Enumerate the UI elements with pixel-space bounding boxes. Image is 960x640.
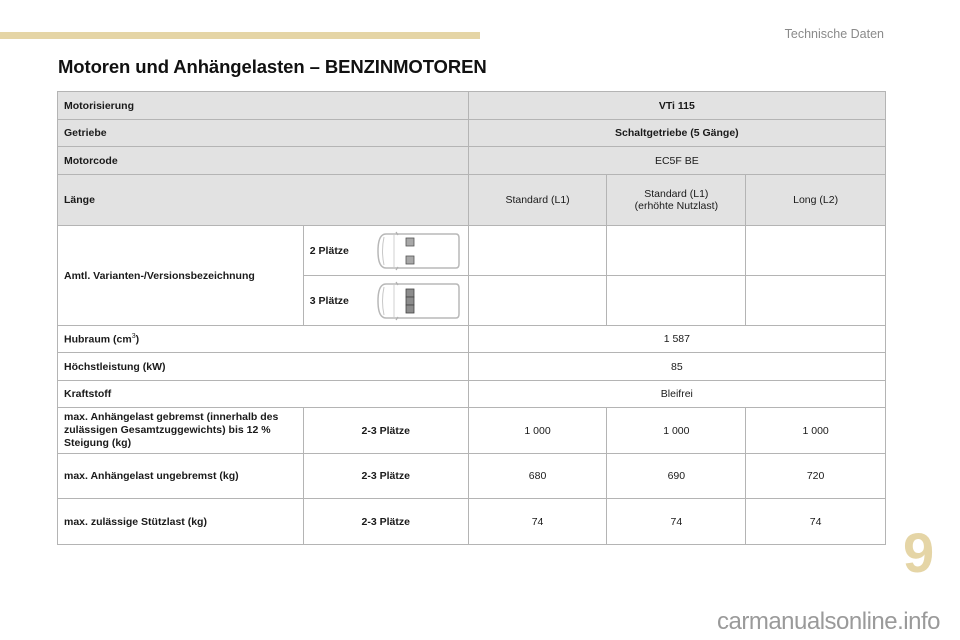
displacement-value: 1 587: [468, 326, 885, 353]
variant-cell: [746, 276, 886, 326]
row-label: max. Anhängelast gebremst (innerhalb des zulässigen Gesamtzuggewichts) bis 12 % Steigung (kg): [58, 408, 304, 454]
row-label: Amtl. Varianten-/Versionsbezeichnung: [58, 226, 304, 326]
table-row-hubraum: [58, 326, 886, 353]
table-row-kraftstoff: [58, 381, 886, 408]
seats-cell: 2-3 Plätze: [303, 408, 468, 454]
value-cell: 74: [746, 499, 886, 545]
hubraum-unit-sup: 3: [131, 332, 136, 340]
value-cell: 1 000: [607, 408, 746, 454]
value-cell: 74: [468, 499, 607, 545]
seat-config-cell: [303, 276, 468, 326]
header-accent-bar: [0, 32, 480, 39]
seat-config-cell: [303, 226, 468, 276]
seat-count-label: 2 Plätze: [309, 244, 349, 257]
row-label: Motorisierung: [58, 92, 469, 120]
row-label: Höchstleistung (kW): [58, 353, 469, 381]
value-cell: 680: [468, 454, 607, 499]
length-variant-1: Standard (L1): [468, 175, 607, 226]
variant-cell: [746, 226, 886, 276]
engine-spec-table: [57, 91, 886, 545]
table-row-laenge: [58, 175, 886, 226]
length-variant-3: Long (L2): [746, 175, 886, 226]
page-title: Motoren und Anhängelasten – BENZINMOTOREN: [58, 56, 487, 77]
fuel-value: Bleifrei: [468, 381, 885, 408]
section-label: Technische Daten: [784, 27, 884, 41]
value-cell: 690: [607, 454, 746, 499]
row-label: max. Anhängelast ungebremst (kg): [58, 454, 304, 499]
watermark: carmanualsonline.info: [717, 608, 940, 635]
hubraum-label-end: ): [135, 333, 140, 346]
table-row-load-unbraked: [58, 454, 886, 499]
gearbox-value: Schaltgetriebe (5 Gänge): [468, 120, 885, 147]
row-label: [58, 326, 469, 353]
table-row-varianten-2: [58, 226, 886, 276]
table-row-motorisierung: [58, 92, 886, 120]
van-3-seats-icon: [376, 280, 460, 322]
engine-value: VTi 115: [468, 92, 885, 120]
length-variant-2-sub: (erhöhte Nutzlast): [634, 200, 719, 212]
length-variant-2-main: Standard (L1): [644, 188, 709, 200]
seat-count-label: 3 Plätze: [309, 294, 349, 307]
table-row-motorcode: [58, 147, 886, 175]
table-row-load-braked: [58, 408, 886, 454]
variant-cell: [607, 276, 746, 326]
row-label: Kraftstoff: [58, 381, 469, 408]
row-label: Länge: [58, 175, 469, 226]
value-cell: 74: [607, 499, 746, 545]
seats-cell: 2-3 Plätze: [303, 499, 468, 545]
table-row-leistung: [58, 353, 886, 381]
seats-cell: 2-3 Plätze: [303, 454, 468, 499]
value-cell: 1 000: [746, 408, 886, 454]
hubraum-label: Hubraum (cm: [64, 333, 132, 346]
length-variant-2: [607, 175, 746, 226]
engine-code-value: EC5F BE: [468, 147, 885, 175]
variant-cell: [607, 226, 746, 276]
table-row-getriebe: [58, 120, 886, 147]
value-cell: 720: [746, 454, 886, 499]
row-label: Motorcode: [58, 147, 469, 175]
table-row-nose-load: [58, 499, 886, 545]
value-cell: 1 000: [468, 408, 607, 454]
variant-cell: [468, 226, 607, 276]
variant-cell: [468, 276, 607, 326]
van-2-seats-icon: [376, 230, 460, 272]
row-label: max. zulässige Stützlast (kg): [58, 499, 304, 545]
power-value: 85: [468, 353, 885, 381]
chapter-number: 9: [903, 521, 935, 584]
row-label: Getriebe: [58, 120, 469, 147]
